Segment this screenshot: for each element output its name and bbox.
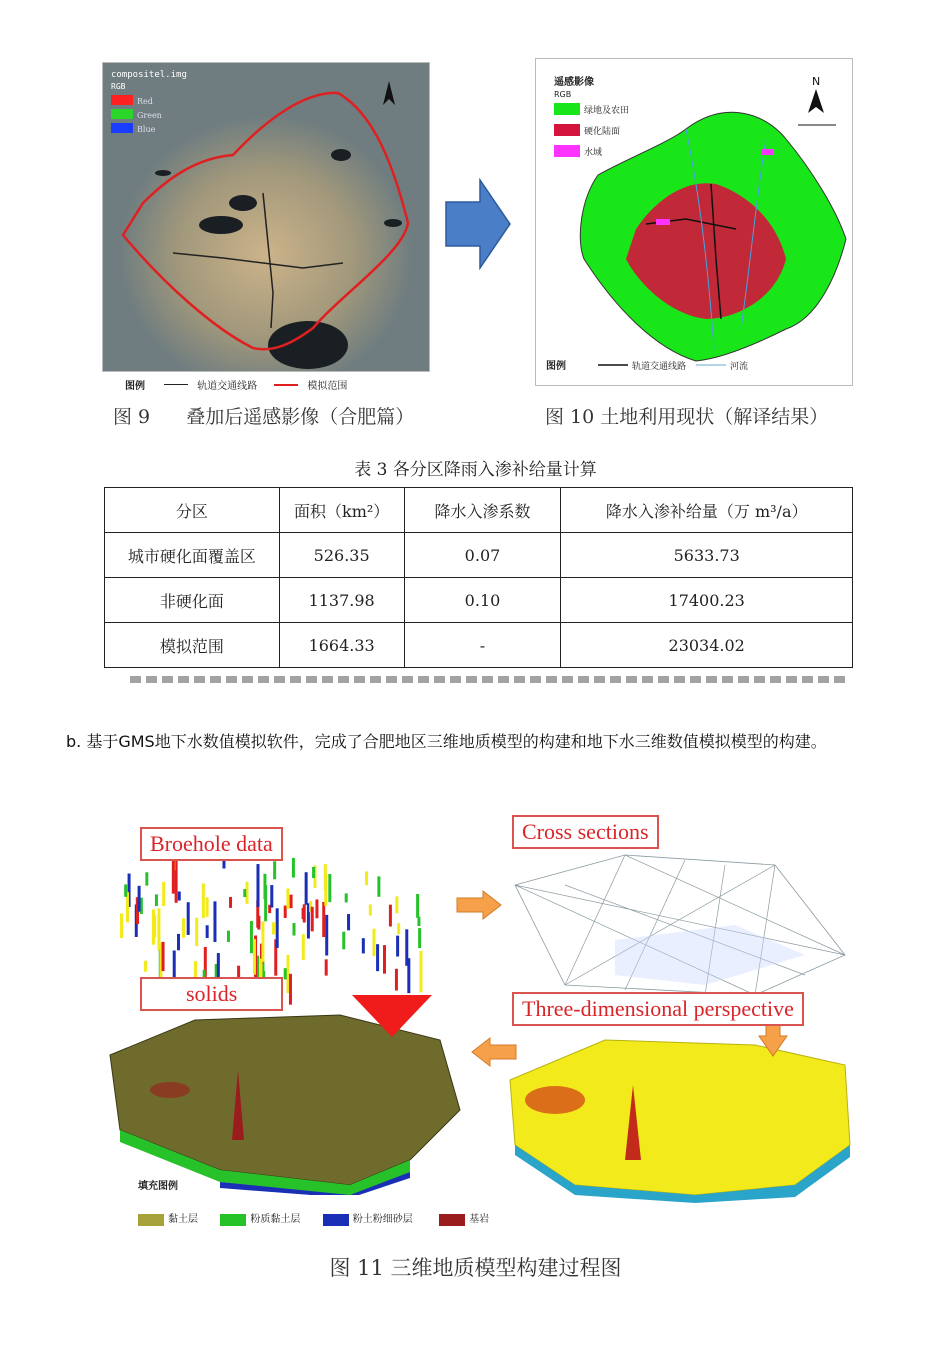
borehole-column: [396, 936, 399, 957]
borehole-column: [187, 902, 190, 935]
borehole-column: [377, 876, 380, 896]
svg-text:N: N: [812, 75, 821, 88]
label-cross-sections: Cross sections: [512, 815, 659, 849]
fig10-landuse-map: [536, 59, 852, 385]
borehole-column: [395, 896, 398, 913]
col-header: 降水入渗补给量（万 m³/a）: [561, 488, 853, 533]
svg-text:Red: Red: [137, 97, 153, 106]
borehole-column: [292, 858, 295, 878]
borehole-column: [213, 901, 216, 942]
boundary-line-symbol: [274, 384, 298, 386]
svg-text:compositel.img: compositel.img: [111, 70, 187, 80]
borehole-column: [206, 897, 209, 917]
fig9-image: [102, 62, 430, 372]
rail-line-symbol: [164, 384, 188, 385]
borehole-column: [195, 918, 198, 946]
table-cell: 1664.33: [279, 623, 404, 668]
band-red-swatch: [111, 95, 133, 105]
paragraph-b: b. 基于GMS地下水数值模拟软件，完成了合肥地区三维地质模型的构建和地下水三维数值模拟模型的构建。: [66, 732, 827, 751]
borehole-column: [305, 872, 308, 905]
fig9-caption-text: 叠加后遥感影像（合肥篇）: [186, 406, 415, 428]
clipped-text-remnant: [130, 676, 850, 683]
borehole-column: [405, 929, 408, 965]
fig11-caption: 图 11 三维地质模型构建过程图: [329, 1256, 622, 1280]
borehole-column: [227, 931, 230, 942]
borehole-column: [286, 888, 289, 908]
fig11-legend: 黏土层 粉质黏土层 粉土粉细砂层 基岩: [138, 1210, 489, 1226]
borehole-column: [315, 899, 318, 918]
table-cell: 526.35: [279, 533, 404, 578]
svg-text:河流: 河流: [730, 362, 749, 372]
borehole-column: [206, 925, 209, 938]
svg-text:RGB: RGB: [554, 90, 572, 99]
table3-title: 表 3 各分区降雨入渗补给量计算: [354, 460, 597, 480]
borehole-column: [217, 953, 220, 978]
svg-text:图例: 图例: [546, 361, 566, 372]
legend-title: 图例: [125, 381, 145, 392]
fig10-image: [535, 58, 853, 386]
borehole-column: [272, 922, 275, 934]
svg-text:Blue: Blue: [137, 125, 156, 134]
borehole-column: [342, 932, 345, 950]
silt-sand-swatch: [323, 1214, 349, 1226]
borehole-column: [250, 921, 253, 953]
borehole-column: [261, 921, 264, 961]
borehole-column: [312, 867, 315, 878]
col-header: 分区: [105, 488, 280, 533]
borehole-column: [325, 959, 328, 975]
borehole-column: [372, 929, 375, 956]
fig9-satellite-map: [103, 63, 429, 371]
orange-arrow-right-icon: [455, 890, 503, 920]
borehole-column: [302, 934, 305, 960]
fig9-legend: [125, 374, 425, 390]
class-green-swatch: [554, 103, 580, 115]
legend-boundary: 模拟范围: [307, 381, 348, 392]
label-three-d: Three-dimensional perspective: [512, 992, 804, 1026]
table-cell: -: [404, 623, 561, 668]
fig9-caption-num: 图 9: [113, 406, 151, 428]
borehole-column: [243, 889, 246, 897]
borehole-column: [322, 902, 325, 937]
orange-arrow-left-icon: [470, 1037, 518, 1067]
legend-rail: 轨道交通线路: [197, 381, 258, 392]
fig11: [100, 815, 870, 1235]
svg-text:Green: Green: [137, 111, 162, 120]
table-cell: 23034.02: [561, 623, 853, 668]
bedrock-swatch: [439, 1214, 465, 1226]
borehole-column: [264, 885, 267, 921]
red-arrow-down-icon: [350, 993, 434, 1039]
clay-swatch: [138, 1214, 164, 1226]
borehole-column: [178, 891, 181, 900]
borehole-column: [284, 968, 287, 979]
borehole-column: [120, 913, 123, 938]
col-header: 面积（km²）: [279, 488, 404, 533]
table-cell: 5633.73: [561, 533, 853, 578]
borehole-column: [376, 944, 379, 971]
borehole-column: [145, 872, 148, 885]
band-green-swatch: [111, 109, 133, 119]
table-row: [105, 533, 853, 578]
table-row: [105, 623, 853, 668]
borehole-column: [155, 894, 158, 906]
borehole-column: [362, 938, 365, 953]
band-blue-swatch: [111, 123, 133, 133]
borehole-column: [182, 918, 185, 937]
col-header: 降水入渗系数: [404, 488, 561, 533]
borehole-column: [345, 893, 348, 902]
borehole-column: [173, 951, 176, 980]
label-borehole: Broehole data: [140, 827, 283, 861]
borehole-column: [138, 886, 141, 912]
cross-section-mesh: [505, 845, 855, 1005]
borehole-column: [172, 855, 175, 893]
borehole-column: [270, 885, 273, 907]
borehole-column: [177, 934, 180, 950]
borehole-column: [144, 961, 147, 972]
borehole-column: [302, 908, 305, 919]
borehole-column: [417, 917, 420, 926]
borehole-column: [284, 906, 287, 918]
borehole-column: [124, 884, 127, 896]
borehole-column: [328, 874, 331, 902]
table-cell: 模拟范围: [105, 623, 280, 668]
svg-text:RGB: RGB: [111, 82, 126, 91]
table-header-row: [105, 488, 853, 533]
table-cell: 17400.23: [561, 578, 853, 623]
class-urban-swatch: [554, 124, 580, 136]
borehole-column: [276, 908, 279, 948]
fig11-legend-title: 填充图例: [138, 1181, 178, 1192]
borehole-column: [152, 909, 155, 944]
svg-text:遥感影像: 遥感影像: [554, 77, 594, 88]
borehole-column: [162, 942, 165, 971]
fig9-caption: [113, 402, 414, 429]
borehole-column: [389, 905, 392, 927]
borehole-column: [369, 904, 372, 915]
label-solids: solids: [140, 977, 283, 1011]
borehole-column: [419, 951, 422, 992]
borehole-column: [324, 873, 327, 905]
borehole-column: [292, 923, 295, 935]
borehole-column: [256, 864, 259, 907]
borehole-column: [347, 914, 350, 930]
borehole-column: [273, 861, 276, 879]
borehole-column: [162, 882, 165, 906]
borehole-column: [365, 871, 368, 885]
borehole-column: [253, 939, 256, 975]
borehole-column: [257, 921, 260, 930]
borehole-column: [416, 894, 419, 918]
table-cell: 0.10: [404, 578, 561, 623]
borehole-column: [229, 897, 232, 908]
table-cell: 0.07: [404, 533, 561, 578]
three-d-model: [495, 1025, 865, 1205]
borehole-column: [383, 945, 386, 974]
svg-text:轨道交通线路: 轨道交通线路: [632, 362, 687, 372]
right-arrow-icon: [444, 178, 512, 270]
fig10-caption: 图 10 土地利用现状（解译结果）: [545, 406, 829, 428]
svg-text:硬化陆面: 硬化陆面: [584, 127, 621, 137]
borehole-column: [418, 928, 421, 948]
table-cell: 城市硬化面覆盖区: [105, 533, 280, 578]
table-row: [105, 578, 853, 623]
borehole-column: [395, 969, 398, 991]
borehole-column: [325, 915, 328, 956]
table-cell: 非硬化面: [105, 578, 280, 623]
borehole-column: [290, 895, 293, 909]
borehole-column: [202, 883, 205, 918]
svg-text:绿地及农田: 绿地及农田: [584, 106, 630, 116]
table3: [104, 487, 853, 668]
silty-clay-swatch: [220, 1214, 246, 1226]
borehole-column: [397, 923, 400, 934]
svg-text:水域: 水域: [584, 148, 603, 158]
class-water-swatch: [554, 145, 580, 157]
borehole-column: [311, 907, 314, 932]
table-cell: 1137.98: [279, 578, 404, 623]
